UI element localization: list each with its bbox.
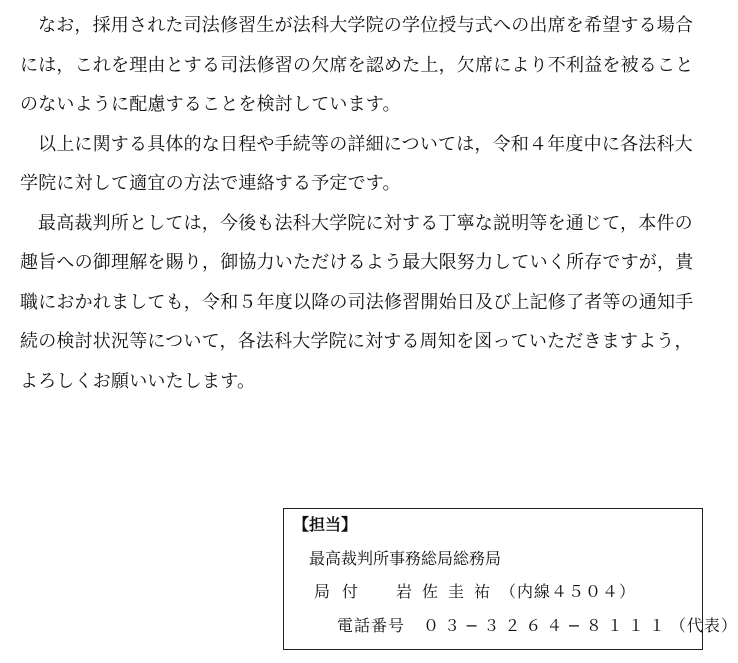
contact-box: [283, 508, 738, 650]
paragraph-3-line-2: 趣旨への御理解を賜り，御協力いただけるよう最大限努力していく所存ですが，貴: [20, 252, 694, 273]
phone-label: 電話番号: [337, 616, 406, 635]
contact-role: 局付: [314, 582, 371, 601]
paragraph-3-line-3: 職におかれましても，令和５年度以降の司法修習開始日及び上記修了者等の通知手: [20, 291, 694, 313]
contact-name: 岩佐圭祐: [396, 582, 501, 601]
paragraph-3-line-5: よろしくお願いいたします。: [20, 370, 256, 392]
paragraph-2-line-1: 以上に関する具体的な日程や手続等の詳細については，令和４年度中に各法科大: [38, 133, 693, 155]
contact-heading: 【担当】: [293, 515, 358, 534]
contact-phone: [337, 616, 738, 636]
paragraph-2-line-2: 学院に対して適宜の方法で連絡する予定です。: [20, 173, 401, 194]
phone-note: （代表）: [669, 616, 738, 635]
paragraph-1-line-2: には，これを理由とする司法修習の欠席を認めた上，欠席により不利益を被ること: [20, 54, 694, 76]
paragraph-1-line-1: なお，採用された司法修習生が法科大学院の学位授与式への出席を希望する場合: [38, 15, 694, 36]
paragraph-1-line-3: のないように配慮することを検討しています。: [20, 94, 401, 115]
contact-department: 最高裁判所事務総局総務局: [309, 549, 502, 568]
contact-person: [314, 582, 636, 602]
phone-number: ０３−３２６４−８１１１: [423, 616, 670, 635]
paragraph-3-line-1: 最高裁判所としては，今後も法科大学院に対する丁寧な説明等を通じて，本件の: [38, 212, 693, 234]
letter-body: [20, 6, 716, 401]
paragraph-3-line-4: 続の検討状況等について，各法科大学院に対する周知を図っていただきますよう，: [20, 331, 693, 352]
contact-extension: （内線４５０４）: [500, 582, 637, 601]
